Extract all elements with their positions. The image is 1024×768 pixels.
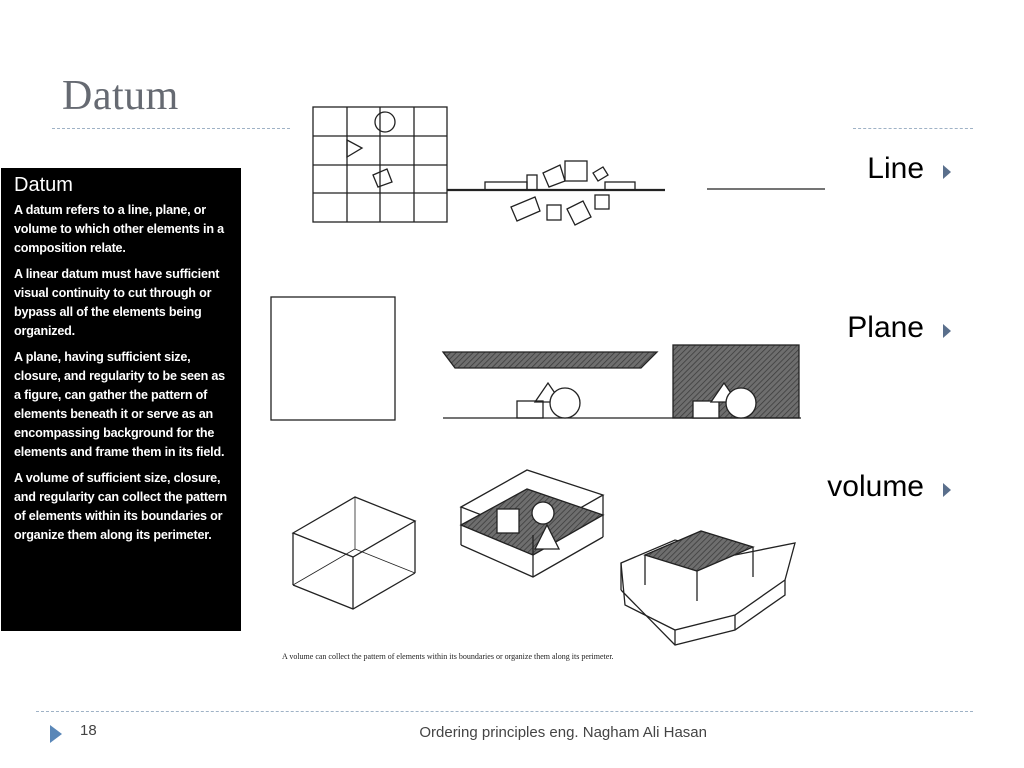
footer-text: Ordering principles eng. Nagham Ali Hasan xyxy=(419,724,707,741)
definition-paragraph: A datum refers to a line, plane, or volume to which other elements in a composition relate. xyxy=(14,203,224,255)
bullet-plane-label: Plane xyxy=(847,311,924,344)
plane-datum-square-drawing xyxy=(271,297,395,420)
line-datum-grid-drawing xyxy=(313,107,447,222)
volume-datum-box-drawing xyxy=(293,497,415,609)
definition-paragraph: A plane, having sufficient size, closure, and regularity to be seen as a figure, can gather the pattern of elements beneath it or serve as an encompassing background for the elements and frame them in its field. xyxy=(14,350,225,459)
triangle-bullet-icon xyxy=(943,483,951,497)
volume-datum-perimeter-drawing xyxy=(621,531,795,645)
bullet-volume-label: volume xyxy=(827,470,924,503)
triangle-bullet-icon xyxy=(943,324,951,338)
page-number: 18 xyxy=(80,722,97,739)
line-datum-elements-drawing xyxy=(447,161,825,225)
plane-datum-background-drawing xyxy=(665,345,801,418)
figure-caption: A volume can collect the pattern of elements within its boundaries or organize them along its perimeter. xyxy=(282,652,614,661)
definition-heading: Datum xyxy=(14,174,73,196)
title-divider-left xyxy=(52,128,290,129)
bullet-line-label: Line xyxy=(867,152,924,185)
definition-paragraph: A volume of sufficient size, closure, and regularity can collect the pattern of elements within its boundaries or organize them along its perimeter. xyxy=(14,471,227,542)
plane-datum-overhead-drawing xyxy=(443,352,665,418)
footer-arrow-icon xyxy=(50,725,62,743)
datum-diagrams xyxy=(265,85,825,685)
slide-title: Datum xyxy=(62,73,179,119)
datum-definition-box xyxy=(1,168,241,631)
title-divider-right xyxy=(853,128,973,129)
definition-paragraph: A linear datum must have sufficient visual continuity to cut through or bypass all of the elements being organized. xyxy=(14,267,220,338)
triangle-bullet-icon xyxy=(943,165,951,179)
volume-datum-enclosure-drawing xyxy=(461,470,603,577)
footer-divider xyxy=(36,711,973,712)
